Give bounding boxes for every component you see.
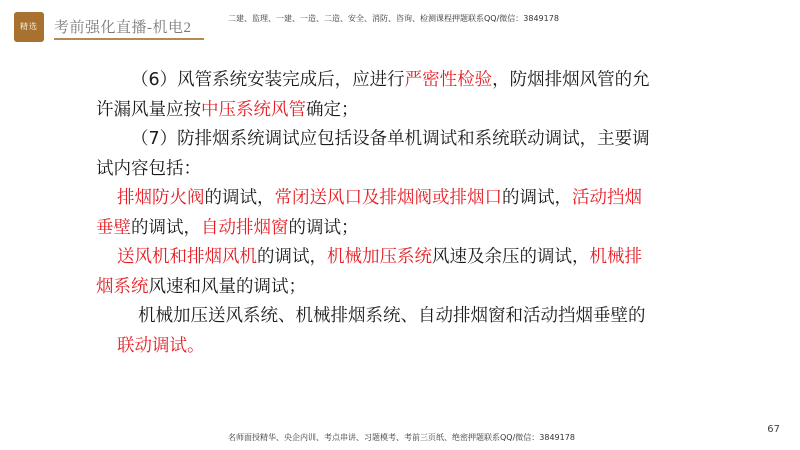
course-title: 考前强化直播-机电2: [54, 20, 192, 36]
highlight-text: 中压系统风管: [201, 99, 306, 120]
highlight-text: 活动挡烟垂壁: [96, 188, 642, 238]
slide-content: [96, 66, 656, 361]
text: 的调试；: [288, 217, 359, 238]
text: 的调试，: [131, 217, 201, 238]
text: 的调试，: [204, 188, 275, 208]
text: 机械加压送风系统、机械排烟系统、自动排烟窗和活动挡烟垂壁的: [138, 306, 646, 326]
highlight-text: 联动调试。: [117, 335, 205, 356]
page-number: 67: [767, 424, 780, 435]
paragraph-debug-list-1: [96, 184, 656, 243]
highlight-text: 自动排烟窗: [201, 217, 289, 238]
highlight-text: 严密性检验: [404, 70, 493, 90]
highlight-text: 送风机和排烟风机: [117, 247, 257, 267]
logo: 精选: [14, 12, 44, 42]
text: 风速及余压的调试，: [432, 247, 590, 267]
text: 的调试，: [502, 188, 572, 208]
text: 风速和风量的调试；: [148, 276, 306, 297]
highlight-text: 常闭送风口及排烟阀或排烟口: [274, 188, 502, 208]
paragraph-6: [96, 66, 656, 125]
text: （7）防排烟系统调试应包括设备单机调试和系统联动调试，主要调试内容包括：: [96, 129, 650, 179]
highlight-text: 排烟防火阀: [117, 188, 205, 208]
text: 确定；: [306, 99, 359, 120]
bottom-banner: 名师面授精华、央企内训、考点串讲、习题模考、考前三页纸、绝密押题联系QQ/微信：3849178: [228, 433, 575, 442]
text: 的调试，: [257, 247, 327, 267]
text: ，防烟排烟风管的允许漏风量应按: [96, 70, 650, 120]
paragraph-debug-list-2: [96, 243, 656, 302]
text: （6）风管系统安装完成后，应进行: [131, 70, 405, 90]
header-divider: [54, 38, 204, 40]
paragraph-7: [96, 125, 656, 184]
highlight-text: 机械排烟系统: [96, 247, 642, 297]
paragraph-linkage: [96, 302, 656, 361]
top-banner: 二建、监理、一建、一造、二造、安全、消防、咨询、检测课程押题联系QQ/微信：3849178: [228, 14, 559, 23]
highlight-text: 机械加压系统: [327, 247, 432, 267]
